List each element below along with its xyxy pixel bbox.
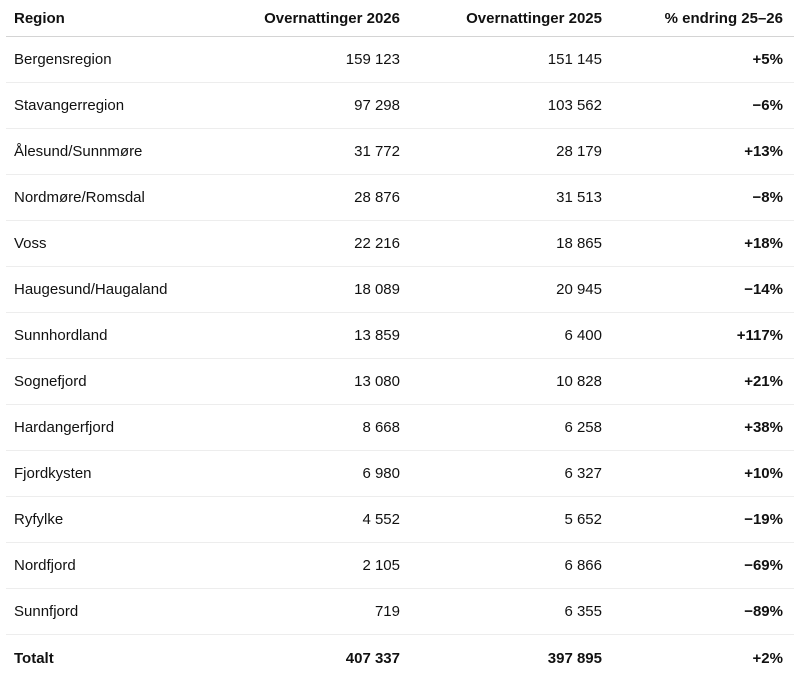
- table-row: [6, 543, 794, 589]
- region-cell: Voss: [6, 221, 214, 267]
- region-cell: Nordmøre/Romsdal: [6, 175, 214, 221]
- change-cell: +21%: [602, 359, 794, 405]
- table-row: [6, 589, 794, 635]
- value-2026-cell: 4 552: [214, 497, 400, 543]
- value-2026-cell: 97 298: [214, 83, 400, 129]
- value-2025-cell: 18 865: [400, 221, 602, 267]
- table-footer: [6, 635, 794, 681]
- value-2026-cell: 22 216: [214, 221, 400, 267]
- change-cell: −69%: [602, 543, 794, 589]
- change-cell: −19%: [602, 497, 794, 543]
- value-2026-cell: 18 089: [214, 267, 400, 313]
- column-header-change: % endring 25–26: [602, 0, 794, 37]
- total-row: [6, 635, 794, 681]
- value-2025-cell: 31 513: [400, 175, 602, 221]
- value-2026-cell: 31 772: [214, 129, 400, 175]
- table-row: [6, 221, 794, 267]
- overnattinger-table: [6, 0, 794, 681]
- region-cell: Ålesund/Sunnmøre: [6, 129, 214, 175]
- table-body: [6, 37, 794, 635]
- change-cell: −6%: [602, 83, 794, 129]
- value-2026-cell: 28 876: [214, 175, 400, 221]
- change-cell: +38%: [602, 405, 794, 451]
- value-2025-cell: 6 400: [400, 313, 602, 359]
- value-2025-cell: 6 866: [400, 543, 602, 589]
- table-header: [6, 0, 794, 37]
- value-2025-cell: 10 828: [400, 359, 602, 405]
- region-cell: Hardangerfjord: [6, 405, 214, 451]
- value-2026-cell: 13 080: [214, 359, 400, 405]
- value-2025-cell: 28 179: [400, 129, 602, 175]
- value-2026-cell: 159 123: [214, 37, 400, 83]
- value-2026-cell: 2 105: [214, 543, 400, 589]
- column-header-region: Region: [6, 0, 214, 37]
- region-cell: Sognefjord: [6, 359, 214, 405]
- change-cell: +18%: [602, 221, 794, 267]
- change-cell: +10%: [602, 451, 794, 497]
- region-cell: Fjordkysten: [6, 451, 214, 497]
- change-cell: −89%: [602, 589, 794, 635]
- total-value-2025-cell: 397 895: [400, 635, 602, 681]
- value-2026-cell: 13 859: [214, 313, 400, 359]
- value-2025-cell: 20 945: [400, 267, 602, 313]
- region-cell: Nordfjord: [6, 543, 214, 589]
- table-row: [6, 129, 794, 175]
- column-header-overnattinger-2025: Overnattinger 2025: [400, 0, 602, 37]
- change-cell: −14%: [602, 267, 794, 313]
- change-cell: +13%: [602, 129, 794, 175]
- table-row: [6, 497, 794, 543]
- change-cell: −8%: [602, 175, 794, 221]
- value-2025-cell: 151 145: [400, 37, 602, 83]
- value-2026-cell: 8 668: [214, 405, 400, 451]
- region-cell: Bergensregion: [6, 37, 214, 83]
- value-2025-cell: 5 652: [400, 497, 602, 543]
- region-cell: Haugesund/Haugaland: [6, 267, 214, 313]
- value-2025-cell: 103 562: [400, 83, 602, 129]
- table-row: [6, 175, 794, 221]
- total-region-cell: Totalt: [6, 635, 214, 681]
- value-2025-cell: 6 258: [400, 405, 602, 451]
- region-cell: Sunnfjord: [6, 589, 214, 635]
- region-cell: Stavangerregion: [6, 83, 214, 129]
- table-row: [6, 451, 794, 497]
- table-row: [6, 405, 794, 451]
- total-change-cell: +2%: [602, 635, 794, 681]
- header-row: [6, 0, 794, 37]
- change-cell: +117%: [602, 313, 794, 359]
- region-cell: Sunnhordland: [6, 313, 214, 359]
- change-cell: +5%: [602, 37, 794, 83]
- column-header-overnattinger-2026: Overnattinger 2026: [214, 0, 400, 37]
- value-2025-cell: 6 355: [400, 589, 602, 635]
- region-cell: Ryfylke: [6, 497, 214, 543]
- table-row: [6, 83, 794, 129]
- table-row: [6, 359, 794, 405]
- table-row: [6, 313, 794, 359]
- table-row: [6, 267, 794, 313]
- table-row: [6, 37, 794, 83]
- value-2026-cell: 719: [214, 589, 400, 635]
- value-2026-cell: 6 980: [214, 451, 400, 497]
- value-2025-cell: 6 327: [400, 451, 602, 497]
- total-value-2026-cell: 407 337: [214, 635, 400, 681]
